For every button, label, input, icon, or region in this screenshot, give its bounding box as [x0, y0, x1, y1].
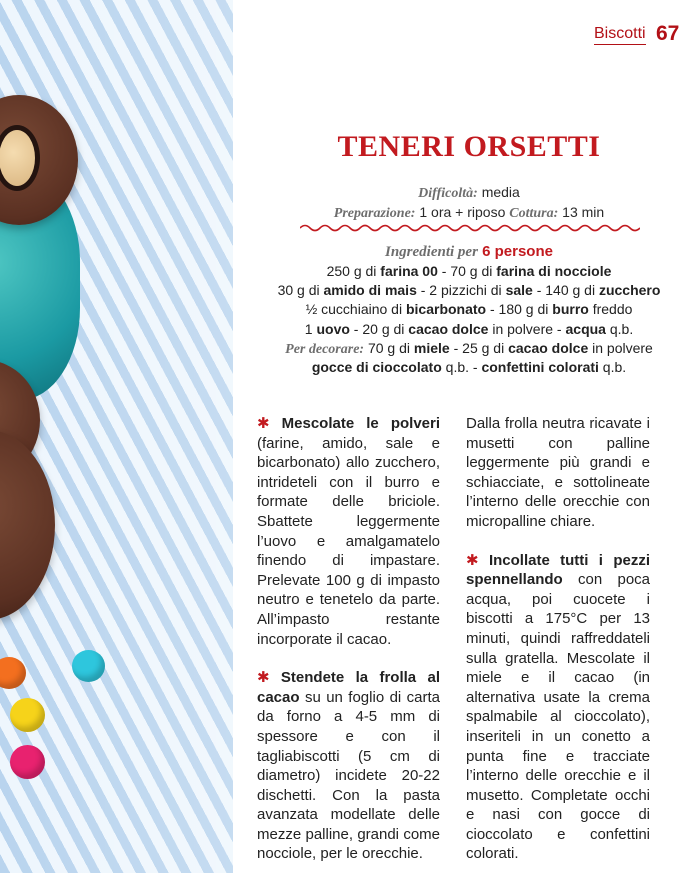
step-2-title: Stendete la frolla al cacao — [257, 669, 440, 706]
difficulty-line — [250, 184, 688, 202]
cook-label: Cottura: — [509, 206, 559, 221]
wavy-divider — [300, 223, 640, 233]
step-2-text: su un foglio di carta da forno a 4-5 mm di spessore e con il tagliabiscotti (5 cm di diametro) incidete 20-22 dischetti. Con la pasta avanzata modellate delle mezze palline, grandi come nocciole, per le orecchie. — [257, 688, 440, 863]
prep-value: 1 ora + riposo — [419, 204, 506, 220]
asterisk-bullet-icon: ✱ — [257, 669, 270, 687]
ingredient-text: q.b. - — [441, 359, 482, 375]
ingredient-name: cacao dolce — [508, 340, 589, 356]
ingredient-name: uovo — [316, 321, 350, 337]
prep-label: Preparazione: — [333, 206, 416, 221]
ingredient-text: q.b. — [605, 321, 634, 337]
ingredient-line-1 — [250, 262, 688, 282]
ingredient-text: ½ cucchiaino di — [305, 301, 406, 317]
step-3-title: Incollate tutti i pezzi spennellando — [466, 551, 650, 589]
ingredient-name: confettini colorati — [481, 359, 599, 375]
ingredients-heading — [250, 243, 688, 261]
ingredient-name: farina di nocciole — [496, 263, 612, 279]
ingredient-line-4 — [250, 320, 688, 340]
ingredients-label: Ingredienti per — [385, 244, 478, 260]
step-2-continued: Dalla frolla neutra ricavate i musetti con palline leggermente più grandi e schiacciate, e sottolineate l’interno delle orecchie con micropalline chiare. — [466, 415, 650, 530]
asterisk-bullet-icon: ✱ — [466, 551, 479, 569]
instructions-column-1 — [257, 414, 440, 864]
page-number: 67 — [656, 22, 680, 45]
candy-blue — [72, 650, 105, 682]
servings: 6 persone — [482, 243, 553, 260]
recipe-photo — [0, 0, 233, 873]
decorate-line-2 — [250, 358, 688, 378]
ingredient-name: sale — [505, 282, 533, 298]
ingredient-name: amido di mais — [323, 282, 417, 298]
ingredient-name: bicarbonato — [405, 301, 487, 317]
ingredient-name: gocce di cioccolato — [311, 359, 442, 375]
ingredient-text: 70 g di — [364, 340, 414, 356]
ingredient-text: - 180 g di — [486, 301, 553, 317]
step-1 — [257, 414, 440, 649]
ingredient-text: - 70 g di — [437, 263, 497, 279]
step-3-text: con poca acqua, poi cuocete i biscotti a 175°C per 13 minuti, quindi raffreddateli sulla gratella. Mescolate il miele e il cacao (in alternativa usate la crema spalmabile al cioccolato), inseriteli in un conetto a punta fine e tracciate l’interno delle orecchie e il musetto. Completate occhi e nasi con gocce di cioccolato e confettini colorati. — [466, 571, 650, 863]
ingredient-name: acqua — [565, 321, 606, 337]
ingredient-text: 30 g di — [277, 282, 324, 298]
ingredient-text: 1 — [304, 321, 317, 337]
candy-pink — [10, 745, 45, 779]
ingredient-text: 250 g di — [326, 263, 381, 279]
decorate-line-1 — [250, 339, 688, 360]
recipe-title: TENERI ORSETTI — [337, 130, 601, 163]
ingredient-text: - 25 g di — [449, 340, 509, 356]
ingredient-name: farina 00 — [380, 263, 438, 279]
ingredient-line-3 — [250, 300, 688, 320]
difficulty-value: media — [481, 184, 520, 200]
cook-value: 13 min — [562, 204, 605, 220]
ingredient-name: miele — [413, 340, 450, 356]
step-1-text: (farine, amido, sale e bicarbonato) allo zucchero, intrideteli con il burro e formate delle briciole. Sbattete leggermente l’uovo e amalgamatelo finendo di impastare. Prelevate 100 g di impasto neutro e tenetelo da parte. All’impasto restante incorporate il cacao. — [257, 434, 440, 648]
difficulty-label: Difficoltà: — [418, 186, 478, 201]
decorate-label: Per decorare: — [285, 342, 365, 357]
step-1-title: Mescolate le polveri — [281, 415, 441, 432]
ingredient-text: q.b. — [598, 359, 627, 375]
ingredient-name: cacao dolce — [408, 321, 489, 337]
ingredient-line-2 — [250, 281, 688, 301]
time-line — [250, 204, 688, 222]
section-label: Biscotti — [594, 24, 646, 45]
ingredient-name: zucchero — [598, 282, 661, 298]
ingredient-text: in polvere - — [488, 321, 566, 337]
candy-yellow — [10, 698, 45, 732]
ingredient-text: - 2 pizzichi di — [416, 282, 506, 298]
ingredient-text: freddo — [588, 301, 633, 317]
ingredient-text: - 140 g di — [532, 282, 599, 298]
step-3 — [466, 551, 650, 865]
step-2 — [257, 668, 440, 864]
instructions-column-2 — [466, 414, 650, 864]
asterisk-bullet-icon: ✱ — [257, 415, 270, 432]
ingredient-text: - 20 g di — [349, 321, 409, 337]
ingredient-name: burro — [552, 301, 589, 317]
ingredient-text: in polvere — [588, 340, 653, 356]
